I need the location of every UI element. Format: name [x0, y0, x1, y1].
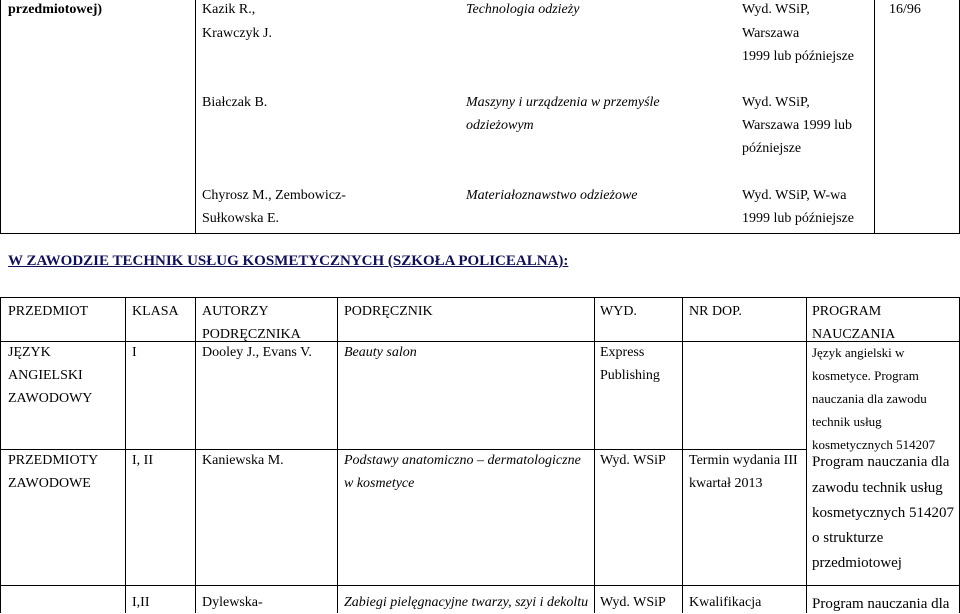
english-subject-line1: JĘZYK	[8, 345, 51, 360]
top-row1-author-line1: Kazik R.,	[202, 2, 256, 17]
english-title: Beauty salon	[344, 345, 417, 360]
vocational-program-line1: Program nauczania dla	[812, 454, 950, 470]
english-class: I	[132, 345, 137, 360]
english-subject-line2: ANGIELSKI	[8, 368, 83, 383]
main-table-divider-publisher	[594, 297, 595, 613]
vocational-class: I, II	[132, 453, 153, 468]
top-table-border-bottom	[0, 233, 960, 234]
english-subject-line3: ZAWODOWY	[8, 391, 93, 406]
top-row1-publisher-line2: Warszawa	[742, 26, 800, 41]
english-program-line1: Język angielski w	[812, 345, 905, 360]
top-row1-approval: 16/96	[889, 2, 921, 17]
top-row1-publisher-line1: Wyd. WSiP,	[742, 2, 810, 17]
main-table-border-left	[0, 297, 1, 613]
last-class: I,II	[132, 595, 150, 610]
main-table-divider-approval	[682, 297, 683, 613]
top-row2-title-line1: Maszyny i urządzenia w przemyśle	[466, 95, 660, 110]
english-program-line2: kosmetyce. Program	[812, 368, 919, 383]
main-table-rule-after-english	[0, 449, 806, 450]
vocational-program-line2: zawodu technik usług	[812, 480, 943, 496]
vocational-title-line1: Podstawy anatomiczno – dermatologiczne	[344, 453, 581, 468]
main-table-divider-authors	[195, 297, 196, 613]
header-approval: NR DOP.	[689, 304, 742, 319]
vocational-program-line3: kosmetycznych 514207	[812, 505, 955, 521]
top-row3-title: Materiałoznawstwo odzieżowe	[466, 188, 638, 203]
header-class: KLASA	[132, 304, 179, 319]
top-row2-title-line2: odzieżowym	[466, 118, 534, 133]
vocational-approval-line1: Termin wydania III	[689, 453, 798, 468]
top-row2-publisher-line3: późniejsze	[742, 141, 802, 156]
english-program-line4: technik usług	[812, 414, 882, 429]
english-program-line3: nauczania dla zawodu	[812, 391, 927, 406]
top-row1-author-line2: Krawczyk J.	[202, 26, 272, 41]
top-row2-author: Białczak B.	[202, 95, 268, 110]
header-book: PODRĘCZNIK	[344, 304, 433, 319]
main-table-divider-book	[337, 297, 338, 613]
vocational-program-line4: o strukturze	[812, 530, 884, 546]
header-authors-line2: PODRĘCZNIKA	[202, 327, 301, 342]
header-authors-line1: AUTORZY	[202, 304, 269, 319]
header-subject: PRZEDMIOT	[8, 304, 89, 319]
vocational-publisher: Wyd. WSiP	[600, 453, 666, 468]
header-program-line1: PROGRAM	[812, 304, 882, 319]
top-row1-title: Technologia odzieży	[466, 2, 580, 17]
top-table-border-left	[0, 0, 1, 233]
top-row2-publisher-line2: Warszawa 1999 lub	[742, 118, 853, 133]
vocational-author: Kaniewska M.	[202, 453, 284, 468]
last-publisher: Wyd. WSiP	[600, 595, 666, 610]
top-row3-publisher-line2: 1999 lub późniejsze	[742, 211, 854, 226]
top-table-divider-2	[874, 0, 875, 233]
vocational-subject-line1: PRZEDMIOTY	[8, 453, 99, 468]
header-publisher: WYD.	[600, 304, 637, 319]
top-row3-author-line1: Chyrosz M., Zembowicz-	[202, 188, 346, 203]
top-row1-subject: przedmiotowej)	[8, 2, 103, 17]
last-author: Dylewska-	[202, 595, 263, 610]
english-program-line5: kosmetycznych 514207	[812, 437, 936, 452]
last-approval: Kwalifikacja	[689, 595, 762, 610]
main-table-divider-program	[806, 297, 807, 613]
top-row1-publisher-line3: 1999 lub późniejsze	[742, 49, 854, 64]
main-table-divider-class	[125, 297, 126, 613]
last-title: Zabiegi pielęgnacyjne twarzy, szyi i dekoltu	[344, 595, 589, 610]
main-table-border-top	[0, 297, 960, 298]
vocational-program-line5: przedmiotowej	[812, 555, 902, 571]
main-table-rule-before-last	[0, 585, 960, 586]
top-row3-publisher-line1: Wyd. WSiP, W-wa	[742, 188, 847, 203]
vocational-approval-line2: kwartał 2013	[689, 476, 763, 491]
vocational-subject-line2: ZAWODOWE	[8, 476, 91, 491]
last-program: Program nauczania dla	[812, 596, 950, 612]
top-table-divider-1	[195, 0, 196, 233]
vocational-title-line2: w kosmetyce	[344, 476, 415, 491]
section-heading: W ZAWODZIE TECHNIK USŁUG KOSMETYCZNYCH (SZKOŁA POLICEALNA):	[8, 253, 569, 269]
english-publisher-line2: Publishing	[600, 368, 660, 383]
english-author: Dooley J., Evans V.	[202, 345, 312, 360]
top-row2-publisher-line1: Wyd. WSiP,	[742, 95, 810, 110]
header-program-line2: NAUCZANIA	[812, 327, 896, 342]
english-publisher-line1: Express	[600, 345, 645, 360]
top-row3-author-line2: Sułkowska E.	[202, 211, 279, 226]
